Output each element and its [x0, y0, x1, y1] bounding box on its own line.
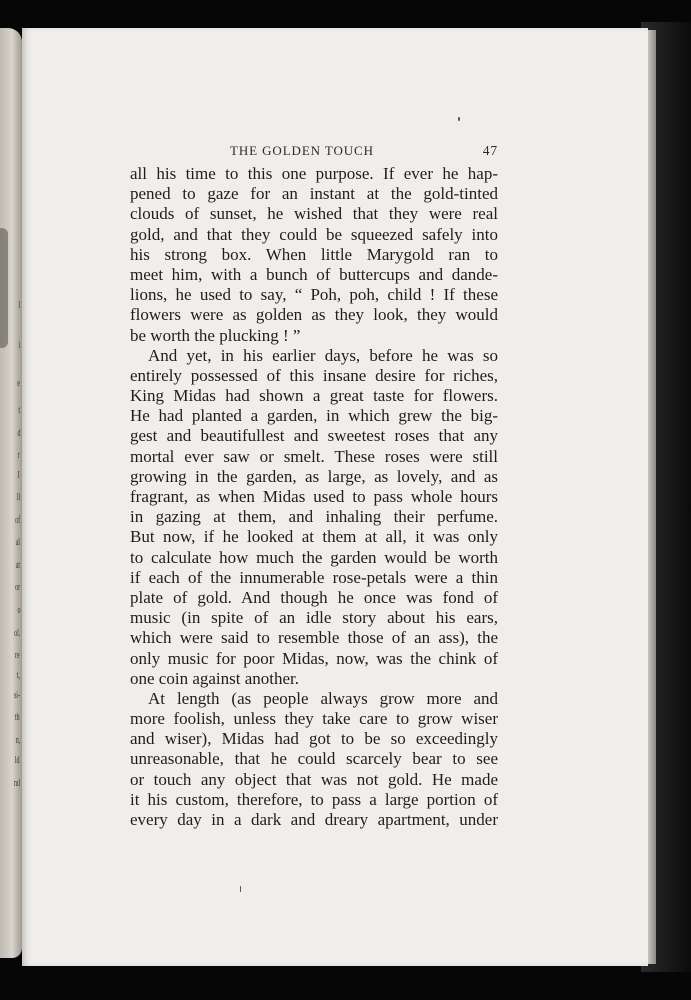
previous-page-text-fragment: d	[16, 427, 20, 439]
previous-page-text-fragment: n,	[15, 734, 20, 746]
text-line: plate of gold. And though he once was fond of	[130, 587, 498, 607]
text-line: to calculate how much the garden would be worth	[130, 547, 498, 567]
running-head	[130, 143, 498, 163]
previous-page-edge	[0, 28, 22, 958]
previous-page-text-fragment: o	[16, 604, 20, 616]
previous-page-text-fragment: I	[17, 469, 20, 481]
previous-page-text-fragment: i	[18, 339, 20, 351]
text-line: and wiser), Midas had got to be so exceedingly	[130, 729, 498, 749]
text-line: all his time to this one purpose. If ever he hap-	[130, 164, 498, 183]
previous-page-text-fragment: t,	[16, 669, 20, 681]
text-line: be worth the plucking ! ”	[130, 325, 301, 345]
previous-page-text-fragment: si-	[13, 689, 20, 701]
text-line: his strong box. When little Marygold ran to	[130, 244, 498, 264]
previous-page-text-fragment: al	[15, 536, 20, 548]
previous-page-text-fragment: ol.	[13, 627, 20, 639]
previous-page-text-fragment: re	[15, 649, 20, 661]
text-line: fragrant, as when Midas used to pass whole hours	[130, 487, 498, 506]
previous-page-text-fragment: ll	[16, 491, 20, 503]
previous-page-text-fragment: ld	[15, 754, 20, 766]
text-line: entirely possessed of this insane desire for riches,	[130, 365, 498, 385]
text-line: flowers were as golden as they look, they would	[130, 305, 498, 325]
text-line: And yet, in his earlier days, before he was so	[148, 345, 498, 365]
page-curl-shadow	[0, 228, 8, 348]
text-line: which were said to resemble those of an ass), the	[130, 628, 498, 648]
text-line: But now, if he looked at them at all, it was only	[130, 527, 498, 547]
previous-page-text-fragment: e	[17, 377, 20, 389]
previous-page-text-fragment: nd	[13, 777, 20, 789]
text-line: if each of the innumerable rose-petals were a thin	[130, 567, 498, 587]
text-line: lions, he used to say, “ Poh, poh, child ! If these	[130, 285, 498, 305]
page-stack-edge	[648, 30, 656, 964]
text-line: music (in spite of an idle story about his ears,	[130, 608, 498, 628]
text-line: only music for poor Midas, now, was the chink of	[130, 648, 498, 668]
text-line: in gazing at them, and inhaling their perfume.	[130, 507, 498, 527]
body-text	[130, 164, 498, 830]
text-line: gold, and that they could be squeezed safely into	[130, 224, 498, 244]
text-line: mortal ever saw or smelt. These roses were still	[130, 446, 498, 466]
text-line: it his custom, therefore, to pass a large portion of	[130, 789, 498, 809]
scan-speck	[458, 117, 460, 121]
previous-page-text-fragment: t	[18, 404, 20, 416]
text-line: pened to gaze for an instant at the gold-tinted	[130, 184, 498, 204]
running-head-title: THE GOLDEN TOUCH	[230, 143, 374, 158]
text-line: unreasonable, that he could scarcely bear to see	[130, 749, 498, 769]
previous-page-text-fragment: or	[14, 581, 20, 593]
text-line: growing in the garden, as large, as lovely, and as	[130, 466, 498, 486]
previous-page-text-fragment: r	[17, 449, 20, 461]
previous-page-text-fragment: l	[18, 299, 20, 311]
text-line: At length (as people always grow more and	[148, 688, 498, 708]
text-line: gest and beautifullest and sweetest roses that any	[130, 426, 498, 446]
text-line: or touch any object that was not gold. He made	[130, 769, 498, 789]
text-line: He had planted a garden, in which grew the big-	[130, 406, 498, 426]
text-line: one coin against another.	[130, 668, 300, 688]
text-line: more foolish, unless they take care to grow wiser	[130, 709, 498, 729]
text-line: King Midas had shown a great taste for flowers.	[130, 386, 498, 406]
text-line: clouds of sunset, he wished that they were real	[130, 204, 498, 224]
previous-page-text-fragment: of	[14, 514, 20, 526]
previous-page-text-fragment: th	[15, 711, 20, 723]
text-line: meet him, with a bunch of buttercups and dande-	[130, 264, 498, 284]
page-number: 47	[482, 143, 498, 158]
previous-page-text-fragment: at	[15, 559, 20, 571]
text-line: every day in a dark and dreary apartment, under	[130, 810, 498, 829]
scan-speck	[240, 886, 241, 892]
